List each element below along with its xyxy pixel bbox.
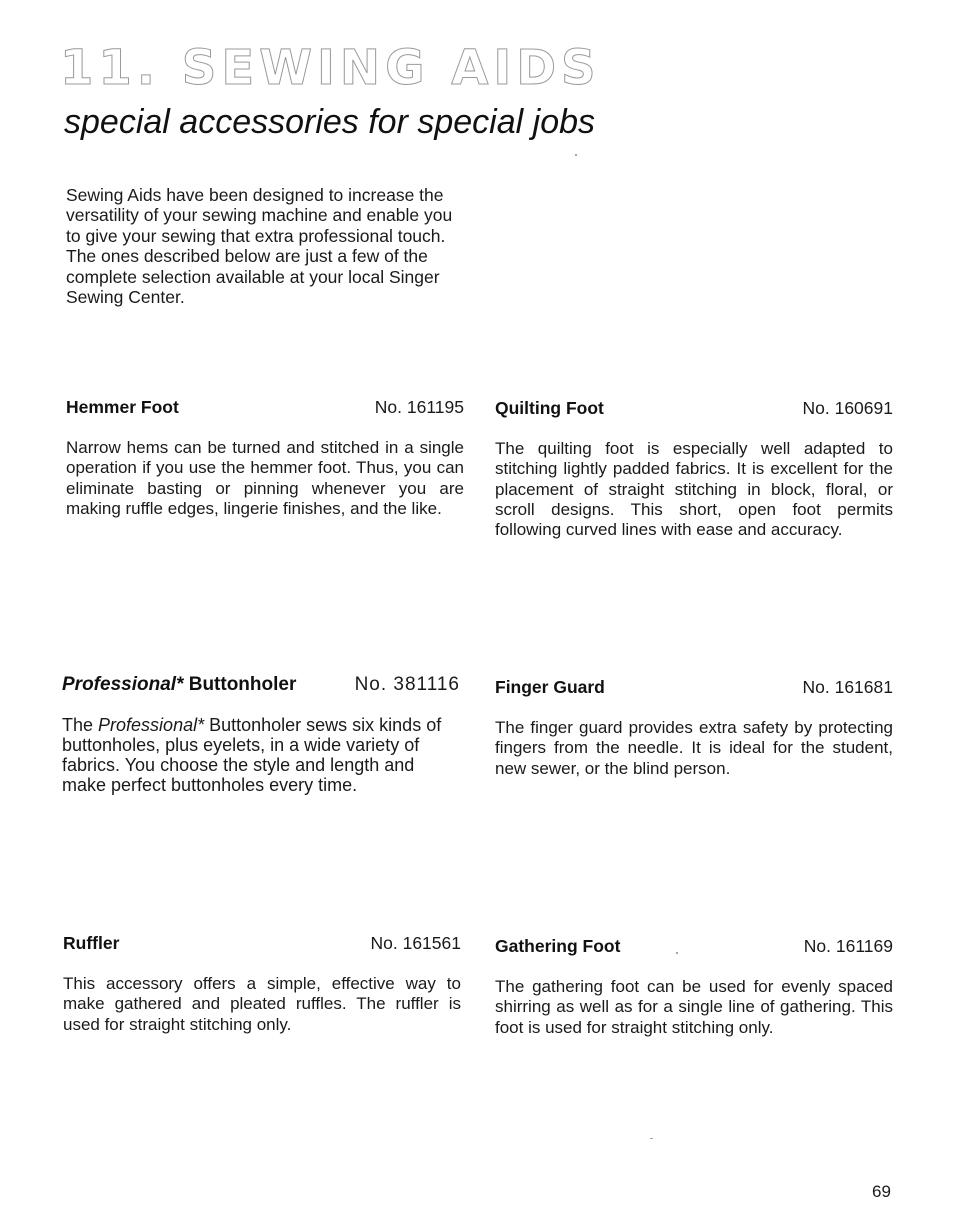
accessory-description xyxy=(62,715,460,795)
accessory-description: This accessory offers a simple, effective way to make gathered and pleated ruffles. The ruffler is used for straight stitching only. xyxy=(63,974,461,1034)
accessory-number: No. 161169 xyxy=(803,936,893,956)
accessory-name: Gathering Foot xyxy=(495,936,621,956)
accessory-number: No. 161681 xyxy=(802,677,893,697)
scan-speck xyxy=(650,1138,653,1139)
accessory-description: The gathering foot can be used for evenly spaced shirring as well as for a single line of gathering. This foot is used for straight stitching only. xyxy=(495,977,893,1037)
accessory-name: Finger Guard xyxy=(495,677,605,697)
scan-speck xyxy=(676,952,678,954)
description-italic: Professional* xyxy=(98,715,205,735)
accessory-name-italic: Professional* xyxy=(62,674,184,695)
accessory-number: No. 161561 xyxy=(370,933,461,953)
description-prefix: The xyxy=(62,715,99,735)
accessory-quilting-foot xyxy=(495,398,893,540)
accessory-finger-guard xyxy=(495,677,893,779)
scan-speck xyxy=(575,154,577,156)
accessory-number: No. 161195 xyxy=(374,397,464,417)
accessory-name-main: Buttonholer xyxy=(188,674,297,695)
accessory-description: Narrow hems can be turned and stitched in a single operation if you use the hemmer foot. Thus, you can eliminate basting or pinning whenever you are making ruffle edges, lingerie finishes, and the like. xyxy=(66,438,464,518)
page-subtitle: special accessories for special jobs xyxy=(64,103,596,141)
accessory-description: The quilting foot is especially well adapted to stitching lightly padded fabrics. It is excellent for the placement of straight stitching in block, floral, or scroll designs. This short, open foot permits following curved lines with ease and accuracy. xyxy=(495,439,893,540)
accessory-name xyxy=(62,674,296,696)
page-number: 69 xyxy=(872,1182,891,1201)
accessory-professional-buttonholer xyxy=(62,674,460,795)
accessory-name: Quilting Foot xyxy=(495,398,604,418)
accessory-number: No. 160691 xyxy=(802,398,893,418)
description-rest: Buttonholer sews six kinds of buttonholes, plus eyelets, in a wide variety of fabrics. You choose the style and length and make perfect buttonholes every time. xyxy=(62,715,442,795)
accessory-description: The finger guard provides extra safety by protecting fingers from the needle. It is ideal for the student, new sewer, or the blind person. xyxy=(495,718,893,778)
accessory-number: No. 381116 xyxy=(354,674,460,695)
section-title: 11. SEWING AIDS xyxy=(60,40,601,96)
accessory-name: Ruffler xyxy=(63,933,120,953)
accessory-gathering-foot xyxy=(495,936,893,1038)
accessory-name: Hemmer Foot xyxy=(66,397,179,417)
intro-paragraph: Sewing Aids have been designed to increase the versatility of your sewing machine and enable you to give your sewing that extra professional touch. The ones described below are just a few of the complete selection available at your local Singer Sewing Center. xyxy=(66,185,453,308)
accessory-hemmer-foot xyxy=(66,397,464,519)
accessory-ruffler xyxy=(63,933,461,1035)
